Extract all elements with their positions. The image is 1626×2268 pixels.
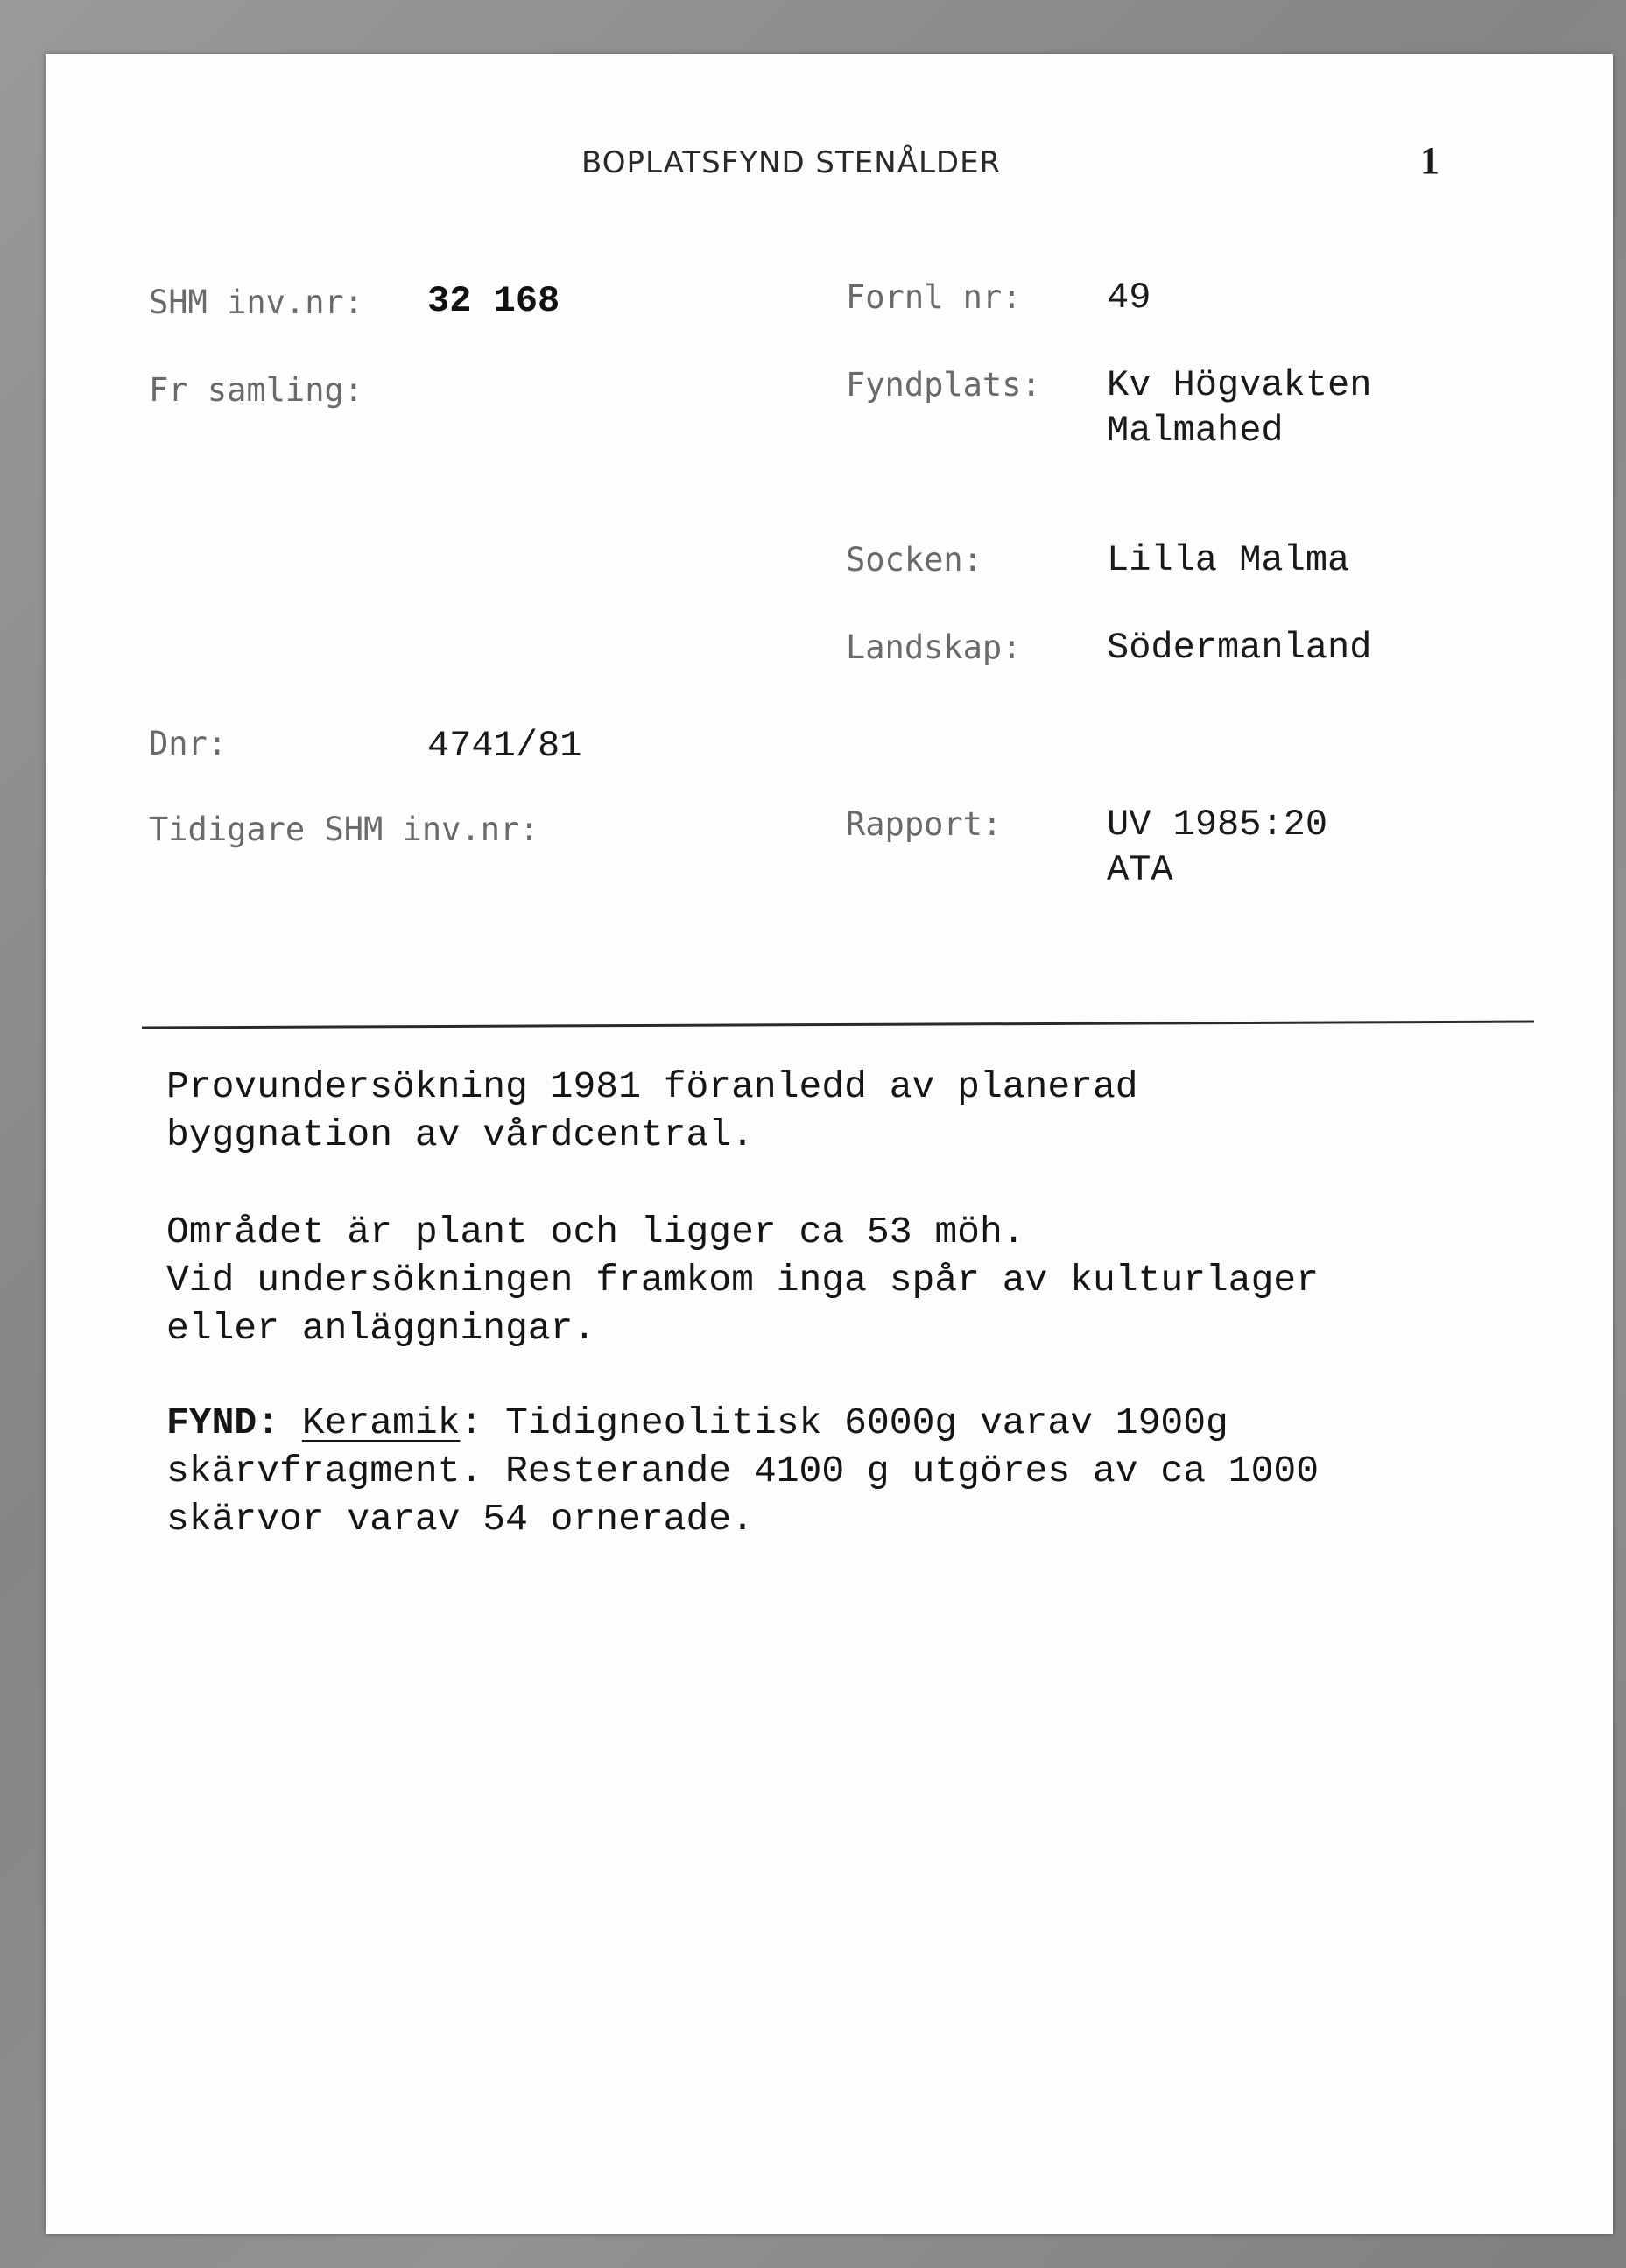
fyndplats-label: Fyndplats:	[846, 366, 1041, 404]
landskap-value: Södermanland	[1107, 627, 1372, 669]
card-title: BOPLATSFYND STENÅLDER	[581, 145, 1002, 180]
landskap-label: Landskap:	[846, 628, 1022, 666]
page-number: 1	[1420, 139, 1439, 182]
divider-line	[142, 1021, 1534, 1029]
fynd-line1-rest: : Tidigneolitisk 6000g varav 1900g	[460, 1401, 1228, 1444]
fr-samling-label: Fr samling:	[149, 371, 364, 409]
dnr-value: 4741/81	[427, 725, 582, 767]
paragraph-area	[166, 1208, 1319, 1352]
fynd-label: FYND:	[166, 1401, 280, 1444]
fynd-line3: skärvor varav 54 ornerade.	[166, 1498, 754, 1541]
paragraph-fynd	[166, 1399, 1319, 1543]
fynd-category: Keramik	[301, 1401, 461, 1444]
index-card	[46, 54, 1613, 2234]
tidigare-shm-label: Tidigare SHM inv.nr:	[149, 811, 539, 848]
paragraph-intro-line1: Provundersökning 1981 föranledd av planerad	[166, 1065, 1138, 1108]
fornl-label: Fornl nr:	[846, 278, 1022, 316]
paragraph-area-line1: Området är plant och ligger ca 53 möh.	[166, 1211, 1025, 1253]
dnr-label: Dnr:	[149, 725, 228, 762]
rapport-label: Rapport:	[846, 805, 1003, 843]
rapport-value-line1: UV 1985:20	[1107, 804, 1328, 846]
paragraph-area-line3: eller anläggningar.	[166, 1307, 596, 1350]
socken-label: Socken:	[846, 541, 982, 579]
rapport-value-line2: ATA	[1107, 849, 1173, 891]
paragraph-area-line2: Vid undersökningen framkom inga spår av kulturlager	[166, 1259, 1320, 1302]
paragraph-intro-line2: byggnation av vårdcentral.	[166, 1113, 754, 1156]
shm-inv-value: 32 168	[427, 280, 560, 322]
socken-value: Lilla Malma	[1107, 539, 1350, 581]
paragraph-intro	[166, 1063, 1138, 1159]
fyndplats-value-line1: Kv Högvakten	[1107, 364, 1372, 406]
fornl-value: 49	[1107, 277, 1151, 319]
shm-inv-label: SHM inv.nr:	[149, 284, 364, 321]
fynd-line2: skärvfragment. Resterande 4100 g utgöres av ca 1000	[166, 1450, 1320, 1492]
fyndplats-value-line2: Malmahed	[1107, 410, 1284, 452]
